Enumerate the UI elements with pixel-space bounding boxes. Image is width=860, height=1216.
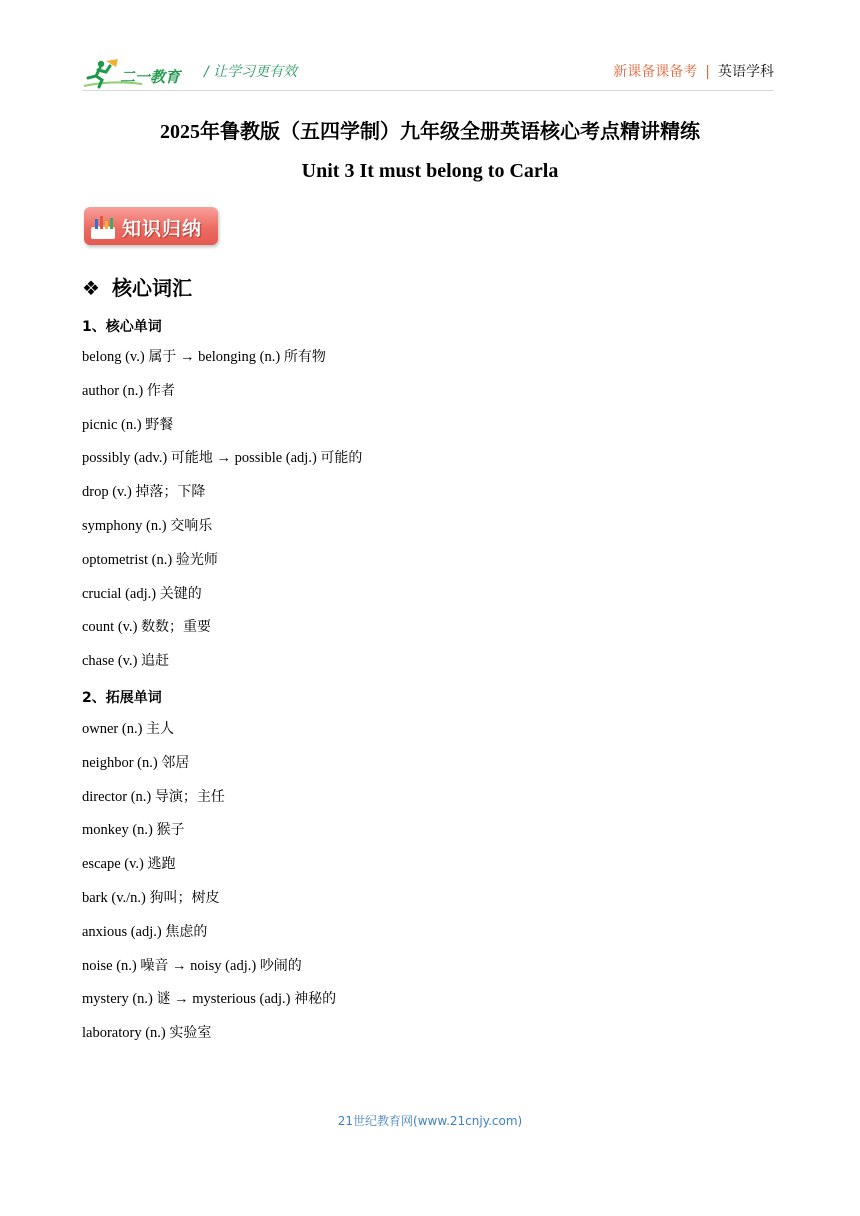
word-entry xyxy=(82,820,336,854)
derivation-arrow: → xyxy=(174,991,189,1008)
word-english: crucial (adj.) xyxy=(82,585,157,602)
word-entry xyxy=(82,482,362,516)
runner-logo-icon xyxy=(82,58,188,90)
word-chinese: 谜 xyxy=(156,991,171,1008)
word-entry xyxy=(82,1023,336,1057)
derived-word-english: belonging (n.) xyxy=(198,349,281,365)
word-english: neighbor (n.) xyxy=(82,754,158,771)
extended-word-list xyxy=(82,719,336,1057)
word-entry xyxy=(82,516,362,550)
word-english: noise (n.) xyxy=(82,957,137,974)
word-english: laboratory (n.) xyxy=(82,1025,166,1042)
derived-word-chinese: 可能的 xyxy=(320,450,363,467)
word-entry xyxy=(82,448,362,482)
word-english: author (n.) xyxy=(82,382,144,399)
word-entry xyxy=(82,719,336,753)
word-entry xyxy=(82,854,336,888)
badge-label: 知识归纳 xyxy=(122,218,203,240)
derived-word-chinese: 神秘的 xyxy=(294,991,337,1008)
word-english: director (n.) xyxy=(82,788,152,805)
word-english: mystery (n.) xyxy=(82,991,153,1008)
word-entry xyxy=(82,381,362,415)
word-english: belong (v.) xyxy=(82,349,145,365)
word-chinese: 实验室 xyxy=(169,1025,212,1042)
word-entry xyxy=(82,787,336,821)
word-chinese: 野餐 xyxy=(145,416,174,433)
word-chinese: 掉落；下降 xyxy=(135,484,206,501)
core-words-heading: 1、核心单词 xyxy=(82,319,162,335)
derivation-arrow: → xyxy=(216,450,231,467)
section-heading xyxy=(82,272,192,301)
word-chinese: 逃跑 xyxy=(147,856,176,873)
word-english: owner (n.) xyxy=(82,721,143,737)
derived-word-english: mysterious (adj.) xyxy=(192,991,291,1008)
word-chinese: 验光师 xyxy=(175,551,218,568)
word-chinese: 狗叫；树皮 xyxy=(149,889,220,906)
word-entry xyxy=(82,651,362,685)
word-english: anxious (adj.) xyxy=(82,923,162,940)
word-chinese: 噪音 xyxy=(140,957,169,974)
core-word-list xyxy=(82,347,362,685)
footer-source: 21世纪教育网(www.21cnjy.com) xyxy=(337,1114,523,1128)
word-entry xyxy=(82,888,336,922)
word-chinese: 交响乐 xyxy=(170,517,213,534)
derived-word-chinese: 所有物 xyxy=(283,349,326,365)
page-header xyxy=(0,52,860,92)
word-entry xyxy=(82,347,362,381)
word-english: count (v.) xyxy=(82,619,138,636)
word-english: optometrist (n.) xyxy=(82,551,173,568)
slogan: / 让学习更有效 xyxy=(204,64,298,80)
word-english: chase (v.) xyxy=(82,653,138,670)
logo-text: 二一教育 xyxy=(120,68,181,86)
header-tag: 新课备课备考 xyxy=(613,64,698,80)
word-entry xyxy=(82,584,362,618)
word-entry xyxy=(82,956,336,990)
word-chinese: 作者 xyxy=(146,382,175,399)
word-chinese: 属于 xyxy=(148,349,177,365)
word-chinese: 导演；主任 xyxy=(154,788,225,805)
word-english: picnic (n.) xyxy=(82,416,142,433)
word-chinese: 关键的 xyxy=(159,585,202,602)
header-separator: | xyxy=(705,64,710,80)
word-entry xyxy=(82,415,362,449)
word-entry xyxy=(82,922,336,956)
word-english: bark (v./n.) xyxy=(82,889,146,906)
word-chinese: 猴子 xyxy=(156,822,185,839)
unit-title: Unit 3 It must belong to Carla xyxy=(301,160,559,182)
section-heading-text: 核心词汇 xyxy=(112,276,192,300)
derived-word-english: noisy (adj.) xyxy=(190,957,257,974)
word-chinese: 邻居 xyxy=(161,754,190,771)
derivation-arrow: → xyxy=(179,349,195,365)
diamond-bullet-icon: ❖ xyxy=(82,276,100,300)
page-title: 2025年鲁教版（五四学制）九年级全册英语核心考点精讲精练 xyxy=(160,121,700,143)
derived-word-english: possible (adj.) xyxy=(234,450,317,467)
word-english: drop (v.) xyxy=(82,484,132,501)
word-chinese: 数数；重要 xyxy=(141,619,212,636)
header-right xyxy=(613,61,774,81)
derived-word-chinese: 吵闹的 xyxy=(259,957,302,974)
word-entry xyxy=(82,617,362,651)
derivation-arrow: → xyxy=(172,957,187,974)
word-english: possibly (adv.) xyxy=(82,450,168,467)
word-chinese: 焦虑的 xyxy=(165,923,208,940)
word-chinese: 可能地 xyxy=(170,450,213,467)
word-entry xyxy=(82,753,336,787)
word-entry xyxy=(82,550,362,584)
word-entry xyxy=(82,989,336,1023)
word-chinese: 主人 xyxy=(146,721,175,737)
word-chinese: 追赶 xyxy=(141,653,170,670)
book-chart-icon xyxy=(89,213,117,241)
knowledge-badge xyxy=(84,207,218,245)
extended-words-heading: 2、拓展单词 xyxy=(82,690,162,706)
logo xyxy=(82,58,188,90)
header-divider xyxy=(82,90,774,91)
word-english: escape (v.) xyxy=(82,856,144,873)
header-subject: 英语学科 xyxy=(718,64,774,80)
word-english: symphony (n.) xyxy=(82,517,167,534)
word-english: monkey (n.) xyxy=(82,822,153,839)
